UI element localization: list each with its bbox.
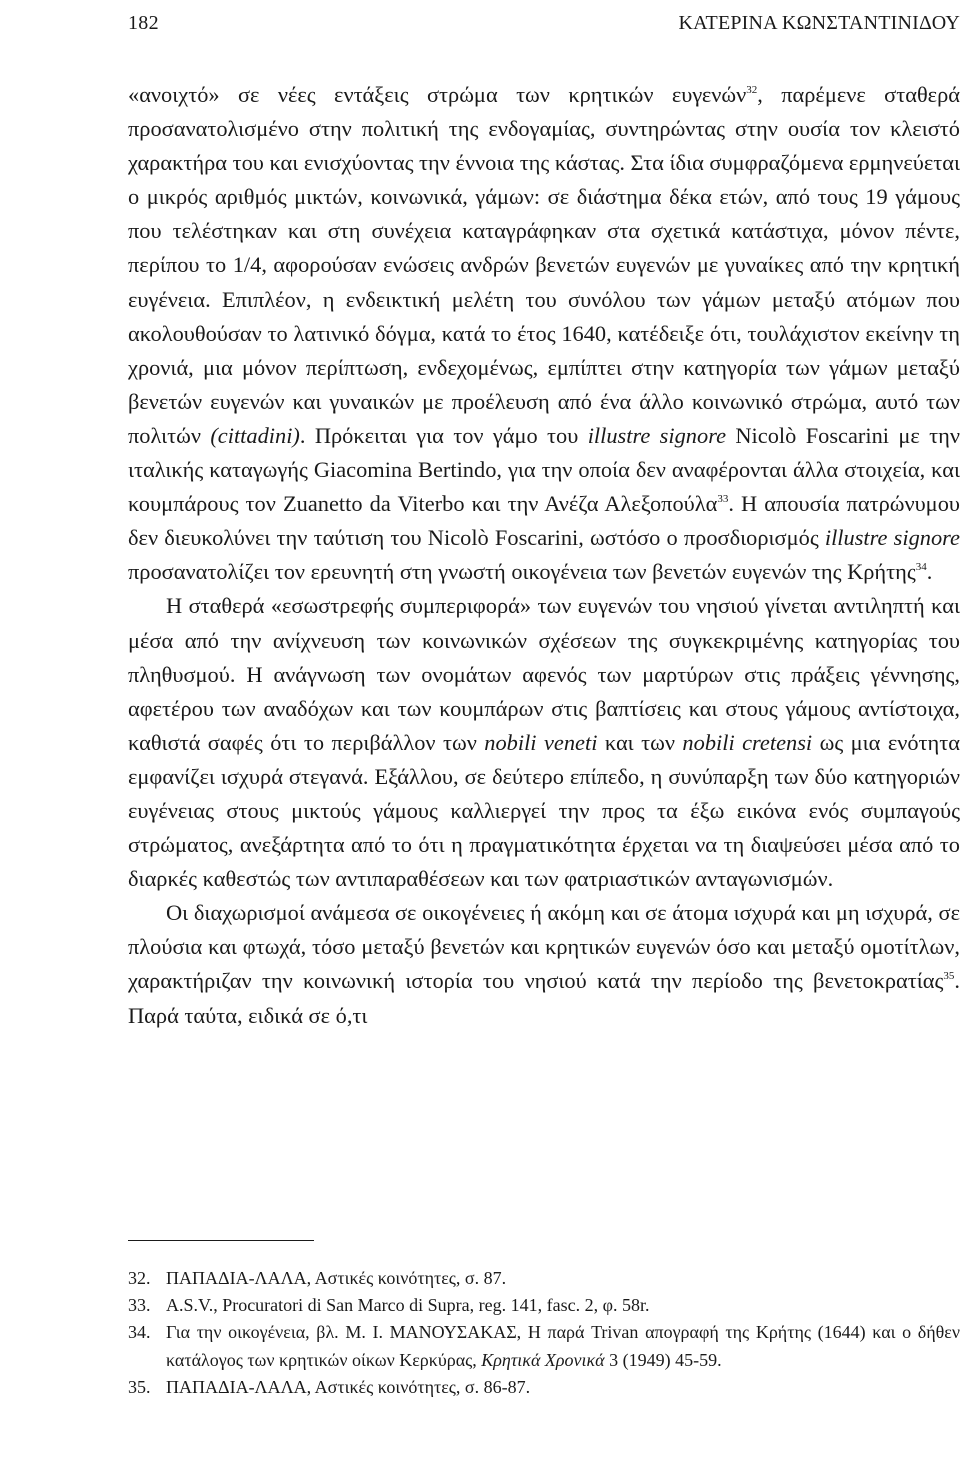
text-run: . Πρόκειται για τον γάμο του [299,422,588,448]
italic-text: illustre signore [587,422,727,448]
page-header [128,12,960,46]
text-run: ΠΑΠΑΔΙΑ-ΛΑΛΑ, Αστικές κοινότητες, σ. 87. [166,1268,507,1288]
italic-text: (cittadini) [210,422,300,448]
footnote-number: 35. [128,1376,151,1397]
text-run: Η σταθερά «εσωστρεφής συμπεριφορά» των ευγενών του νησιού γίνεται αντιληπτή και μέσα από την ανίχνευση των κοινωνικών σχέσεων της συγκεκριμένης κατηγορίας του πληθυσμού. Η ανάγνωση των ονομάτων αφενός των μαρτύρων στις πράξεις γέννησης, αφετέρου των αναδόχων και των κουμπάρων στις βαπτίσεις και στους γάμους αντίστοιχα, καθιστά σαφές ότι το περιβάλλον των [128,593,960,755]
page-number: 182 [128,12,159,34]
italic-text: Κρητικά Χρονικά [481,1349,605,1370]
italic-text: nobili cretensi [682,729,813,755]
italic-text: nobili veneti [484,729,598,755]
text-run: A.S.V., Procuratori di San Marco di Supra, reg. 141, fasc. 2, φ. 58r. [166,1295,650,1316]
text-run: ΠΑΠΑΔΙΑ-ΛΑΛΑ, Αστικές κοινότητες, σ. 86-87. [166,1376,531,1397]
text-run: Για την οικογένεια, βλ. Μ. Ι. ΜΑΝΟΥΣΑΚΑΣ, Η παρά Trivan απογραφή της Κρήτης (1644) και ο δήθεν κατάλογος των κρητικών οίκων Κερκύρας, [166,1322,960,1370]
text-run: , παρέμενε σταθερά προσανατολισμένο στην πολιτική της ενδογαμίας, συντηρώντας στην ουσία τον κλειστό χαρακτήρα του και ενισχύοντας την έννοια της κάστας. Στα ίδια συμφραζόμενα ερμηνεύεται ο μικρός αριθμός μικτών, κοινωνικά, γάμων: σε διάστημα δέκα ετών, από τους 19 γάμους που τελέστηκαν και στη συνέχεια καταγράφηκαν στα σχετικά κατάστιχα, μόνον πέντε, περίπου το 1/4, αφορούσαν ενώσεις ανδρών βενετών ευγενών με γυναίκες από την κρητική ευγένεια. Επιπλέον, η ενδεικτική μελέτη του συνόλου των γάμων μεταξύ ατόμων που ακολουθούσαν το λατινικό δόγμα, κατά το έτος 1640, κατέδειξε ότι, τουλάχιστον εκείνην τη χρονιά, μια μόνον περίπτωση, ενδεχομένως, εμπίπτει στην κατηγορία των γάμων μεταξύ βενετών ευγενών και γυναικών με προέλευση από ένα άλλο κοινωνικό στρώμα, αυτό των πολιτών [128,82,960,448]
paragraph [128,589,960,896]
footnote-ref: 33 [717,492,729,505]
footnote [128,1374,960,1401]
text-run: Οι διαχωρισμοί ανάμεσα σε οικογένειες ή ακόμη και σε άτομα ισχυρά και μη ισχυρά, σε πλούσια και φτωχά, τόσο μεταξύ βενετών και κρητικών ευγενών όσο και μεταξύ ομοτίτλων, χαρακτήριζαν την κοινωνική ιστορία του νησιού κατά την περίοδο της βενετοκρατίας [128,900,960,994]
paragraph [128,78,960,589]
footnote [128,1292,960,1319]
text-run: . Η απουσία πατρώνυμου δεν διευκολύνει την ταύτιση του Nicolò Foscarini, ωστόσο ο προσδιορισμός [128,491,960,551]
footnote-ref: 34 [915,560,927,573]
italic-text: illustre signore [824,525,960,551]
text-run: και των [597,729,683,755]
text-run: . [926,559,933,585]
text-run: ως μια ενότητα εμφανίζει ισχυρά στεγανά. Εξάλλου, σε δεύτερο επίπεδο, η συνύπαρξη των δύο κατηγοριών ευγένειας στους μικτούς γάμους καλλιεργεί την προς τα έξω εικόνα ενός συμπαγούς στρώματος, ανεξάρτητα από το ότι η πραγματικότητα έρχεται να τη διαψεύσει μέσα από το διαρκές καθεστώς των αντιπαραθέσεων και των φατριαστικών ανταγωνισμών. [128,729,960,892]
footnote [128,1319,960,1373]
body-text [128,78,960,1033]
text-run: 3 (1949) 45-59. [604,1349,722,1370]
footnotes [128,1265,960,1401]
text-run: «ανοιχτό» σε νέες εντάξεις στρώμα των κρητικών ευγενών [128,82,747,107]
text-run: . Παρά ταύτα, ειδικά σε ό,τι [128,968,960,1028]
footnote [128,1265,960,1292]
footnote-ref: 35 [943,969,955,982]
paragraph [128,896,960,1032]
footnote-number: 34. [128,1322,151,1343]
text-run: Nicolò Foscarini με την ιταλικής καταγωγής Giacomina Bertindo, για την οποία δεν αναφέρονται άλλα στοιχεία, και κουμπάρους τον Zuanetto da Viterbo και την Ανέζα Αλεξοπούλα [128,422,960,517]
running-head-author: ΚΑΤΕΡΙΝΑ ΚΩΝΣΤΑΝΤΙΝΙΔΟΥ [678,12,960,34]
text-run: προσανατολίζει τον ερευνητή στη γνωστή οικογένεια των βενετών ευγενών της Κρήτης [128,559,916,585]
footnote-number: 33. [128,1295,151,1316]
footnote-ref: 32 [746,83,758,96]
footnote-separator [128,1240,314,1241]
footnote-number: 32. [128,1268,151,1288]
